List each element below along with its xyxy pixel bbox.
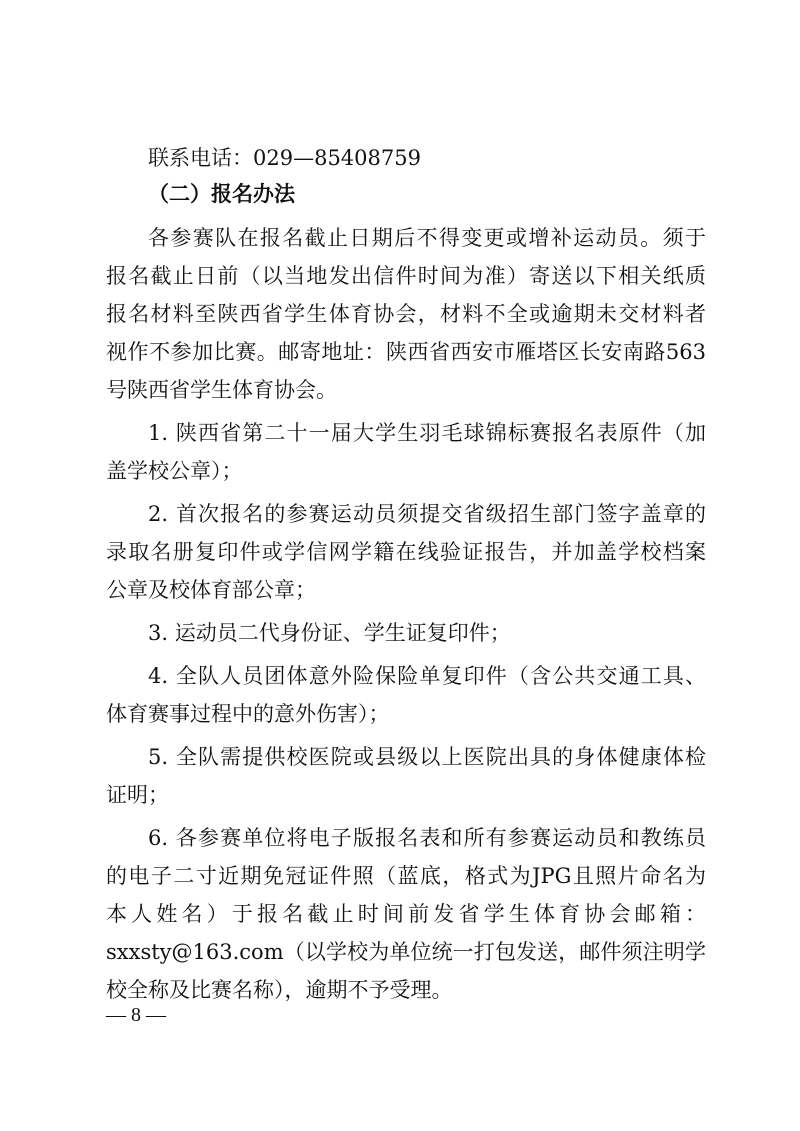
list-item-line: 5. 全队需提供校医院或县级以上医院出具的身体健康体检 <box>148 745 706 769</box>
list-item-line: 的电子二寸近期免冠证件照（蓝底，格式为JPG且照片命名为 <box>106 864 706 888</box>
list-item-line: 6. 各参赛单位将电子版报名表和所有参赛运动员和教练员 <box>148 826 706 850</box>
list-item-line: 1. 陕西省第二十一届大学生羽毛球锦标赛报名表原件（加 <box>148 421 706 445</box>
list-item-line: 校全称及比赛名称），逾期不予受理。 <box>106 978 453 1002</box>
page-number: — 8 — <box>106 1004 166 1026</box>
list-item-line: 2. 首次报名的参赛运动员须提交省级招生部门签字盖章的 <box>148 502 706 526</box>
paragraph-line: 各参赛队在报名截止日期后不得变更或增补运动员。须于 <box>148 226 706 250</box>
list-item-line: sxxsty@163.com（以学校为单位统一打包发送，邮件须注明学 <box>106 940 706 964</box>
list-item-line: 录取名册复印件或学信网学籍在线验证报告，并加盖学校档案 <box>106 540 706 564</box>
section-heading: （二）报名办法 <box>148 181 295 206</box>
paragraph-line: 视作不参加比赛。邮寄地址：陕西省西安市雁塔区长安南路563 <box>106 340 706 364</box>
paragraph-line: 报名材料至陕西省学生体育协会，材料不全或逾期未交材料者 <box>106 302 706 326</box>
list-item-line: 本人姓名）于报名截止时间前发省学生体育协会邮箱： <box>106 902 706 926</box>
list-item-line: 3. 运动员二代身份证、学生证复印件； <box>148 621 511 645</box>
paragraph-line: 报名截止日前（以当地发出信件时间为准）寄送以下相关纸质 <box>106 264 706 288</box>
list-item-line: 4. 全队人员团体意外险保险单复印件（含公共交通工具、 <box>148 664 706 688</box>
list-item-line: 证明； <box>106 783 169 807</box>
contact-phone-line: 联系电话：029—85408759 <box>148 146 421 170</box>
list-item-line: 盖学校公章）； <box>106 459 243 483</box>
list-item-line: 公章及校体育部公章； <box>106 578 316 602</box>
list-item-line: 体育赛事过程中的意外伤害）； <box>106 702 390 726</box>
paragraph-line: 号陕西省学生体育协会。 <box>106 378 337 402</box>
